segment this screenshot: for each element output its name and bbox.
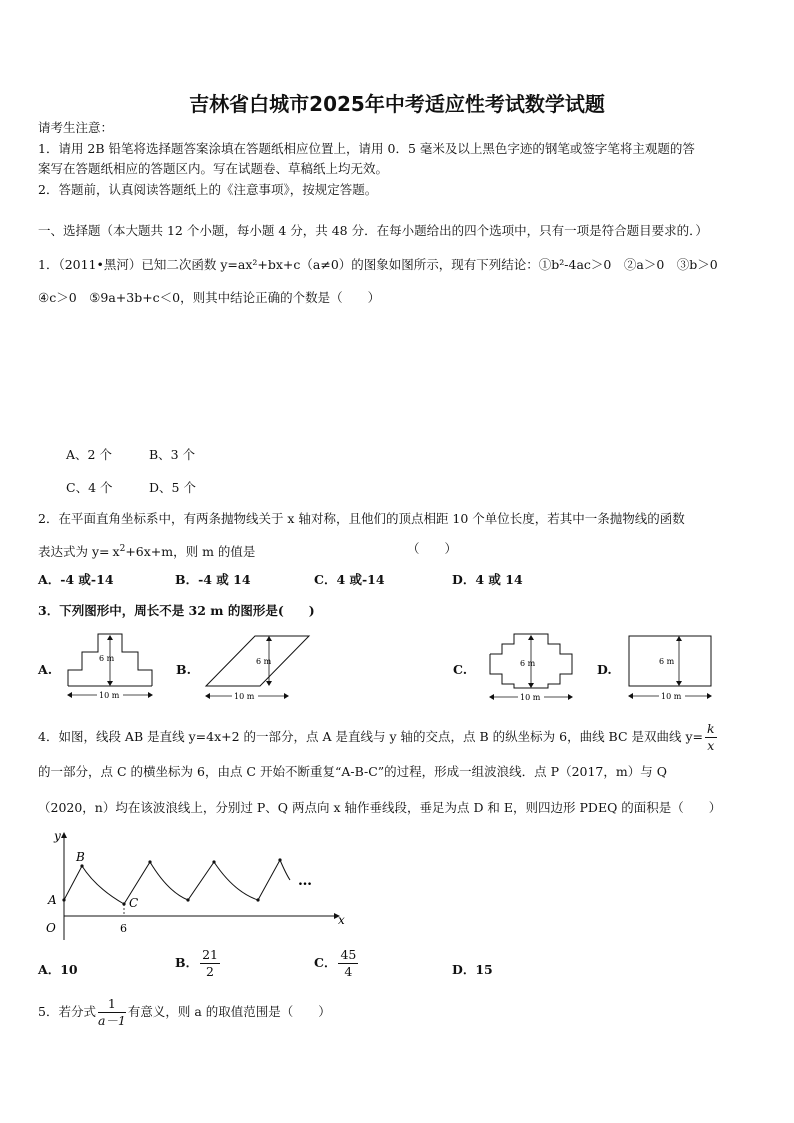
graph-x-axis-label: x	[338, 913, 345, 927]
q4-option-c-num: 45	[340, 947, 357, 962]
q3-b-width-label: 10 m	[234, 692, 255, 701]
q3-label-c: C.	[453, 662, 468, 677]
notice-item-1: 1．请用 2B 铅笔将选择题答案涂填在答题纸相应位置上，请用 0．5 毫米及以上黑色字迹的钢笔或签字笔将主观题的答	[38, 141, 695, 156]
q2-expr-x: x	[112, 544, 120, 560]
q2-option-d: D．4 或 14	[452, 572, 523, 587]
notice-item-1-cont: 案写在答题纸相应的答题区内。写在试题卷、草稿纸上均无效。	[38, 161, 389, 176]
q2-stem: 2．在平面直角坐标系中，有两条抛物线关于 x 轴对称，且他们的顶点相距 10 个单位长度，若其中一条抛物线的函数	[38, 511, 685, 526]
q3-figure-a	[66, 630, 156, 705]
q4-stem-cont-2: （2020，n）均在该波浪线上，分别过 P、Q 两点向 x 轴作垂线段，垂足为点 D 和 E，则四边形 PDEQ 的面积是（ ）	[38, 800, 722, 815]
q1-option-d: D、5 个	[149, 480, 196, 495]
q4-wave-graph	[38, 828, 358, 946]
q4-option-b	[175, 947, 222, 980]
page-title: 吉林省白城市2025年中考适应性考试数学试题	[189, 92, 605, 116]
q3-c-height-label: 6 m	[520, 659, 536, 668]
q3-b-height-label: 6 m	[256, 657, 272, 666]
q3-label-d: D.	[597, 662, 612, 677]
q4-stem-cont: 的一部分，点 C 的横坐标为 6，由点 C 开始不断重复“A-B-C”的过程，形成一组波浪线．点 P（2017，m）与 Q	[38, 764, 667, 779]
q2-expr-post: +6x+m，则 m 的值是	[125, 544, 256, 560]
q3-a-width-label: 10 m	[99, 691, 120, 700]
q1-option-b: B、3 个	[149, 447, 196, 462]
graph-point-a-label: A	[48, 893, 57, 907]
q2-option-c: C．4 或-14	[314, 572, 385, 587]
q5-fraction	[98, 996, 126, 1029]
q4-stem	[38, 721, 719, 754]
graph-origin-label: O	[46, 921, 56, 935]
q4-option-c-label: C．	[314, 955, 337, 970]
q3-d-width-label: 10 m	[661, 692, 682, 701]
q3-figure-d	[627, 630, 717, 705]
q1-option-a: A、2 个	[66, 447, 112, 462]
q3-label-a: A.	[38, 662, 53, 677]
q4-frac-num: k	[707, 721, 715, 736]
q4-option-b-fraction	[200, 947, 220, 980]
q4-option-a: A．10	[38, 962, 78, 977]
q4-option-c	[314, 947, 360, 980]
graph-point-c-label: C	[129, 896, 139, 910]
q4-stem-text: 4．如图，线段 AB 是直线 y=4x+2 的一部分，点 A 是直线与 y 轴的交点，点 B 的纵坐标为 6，曲线 BC 是双曲线 y=	[38, 729, 704, 744]
q4-option-d: D．15	[452, 962, 493, 977]
q3-figure-c	[488, 630, 578, 705]
graph-tick-6-label: 6	[120, 922, 127, 935]
notice-item-2: 2．答题前，认真阅读答题纸上的《注意事项》，按规定答题。	[38, 182, 378, 197]
q3-d-height-label: 6 m	[659, 657, 675, 666]
q3-figure-b	[203, 630, 313, 705]
q4-option-b-den: 2	[206, 964, 214, 979]
q5-stem	[38, 996, 331, 1029]
q4-frac-den: x	[707, 738, 715, 753]
notice-heading: 请考生注意：	[38, 120, 114, 135]
q2-option-b: B．-4 或 14	[175, 572, 251, 587]
graph-y-axis-label: y	[54, 829, 61, 843]
q3-c-width-label: 10 m	[520, 693, 541, 702]
q2-expr-exp: 2	[119, 544, 126, 554]
graph-point-b-label: B	[76, 850, 85, 864]
q4-option-b-label: B．	[175, 955, 199, 970]
section-heading: 一、选择题（本大题共 12 个小题，每小题 4 分，共 48 分．在每小题给出的四个选项中，只有一项是符合题目要求的．）	[38, 223, 708, 238]
q1-option-c: C、4 个	[66, 480, 113, 495]
q1-stem: 1．（2011•黑河）已知二次函数 y=ax²+bx+c（a≠0）的图象如图所示，现有下列结论：①b²-4ac＞0 ②a＞0 ③b＞0	[38, 257, 718, 272]
q3-label-b: B.	[176, 662, 191, 677]
q5-frac-num: 1	[98, 996, 126, 1013]
graph-ellipsis: …	[298, 873, 312, 889]
q5-frac-den: a－1	[97, 1013, 126, 1028]
q4-option-c-den: 4	[344, 964, 353, 979]
q2-stem-cont	[38, 539, 255, 562]
q2-option-a: A．-4 或-14	[38, 572, 114, 587]
q3-a-height-label: 6 m	[99, 654, 115, 663]
q4-fraction-k-over-x	[705, 721, 717, 754]
q5-stem-post: 有意义，则 a 的取值范围是（ ）	[127, 1004, 331, 1019]
q1-stem-cont: ④c＞0 ⑤9a+3b+c＜0，则其中结论正确的个数是（ ）	[38, 290, 381, 305]
q2-expr-pre: 表达式为 y=	[38, 544, 110, 560]
q4-option-b-num: 21	[202, 947, 218, 962]
q5-stem-pre: 5．若分式	[38, 1004, 96, 1019]
q4-option-c-fraction	[338, 947, 358, 980]
q3-stem: 3．下列图形中，周长不是 32 m 的图形是( )	[38, 603, 315, 618]
q2-answer-paren: （ ）	[407, 541, 458, 556]
